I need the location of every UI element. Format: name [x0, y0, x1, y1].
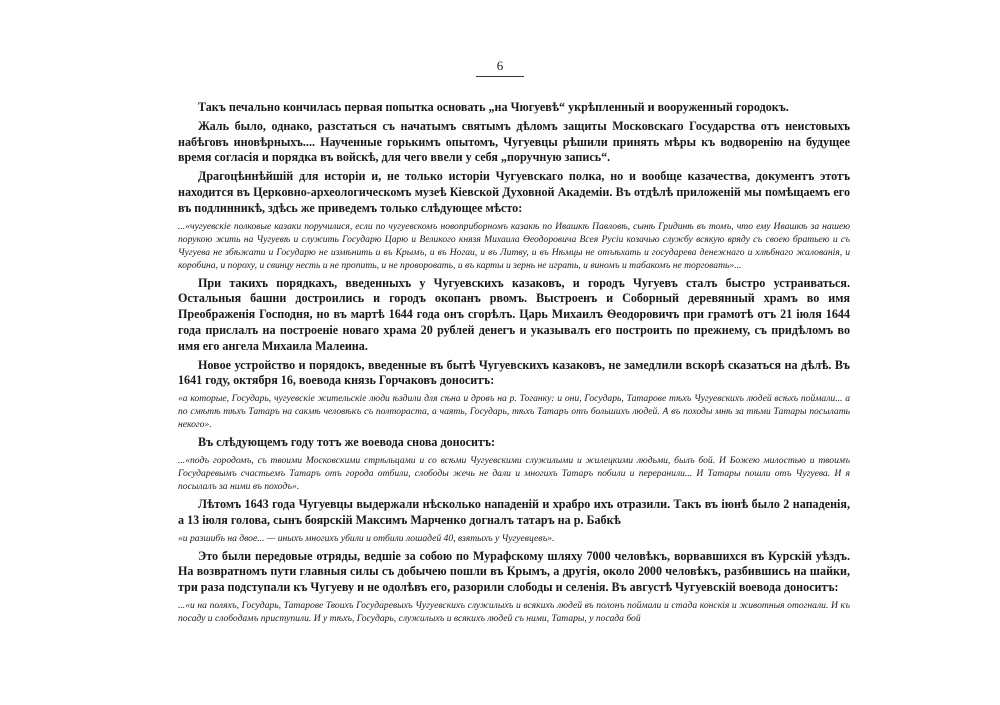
- page-number: 6: [496, 58, 504, 73]
- quotation-block: ...«подъ городомъ, съ твоими Московскими стрѣльцами и со всѣми Чугуевскими служилыми и жилецкими людьми, былъ бой. И Божею милостью и твоимъ Государевымъ счастьемъ Татаръ отъ города отбили, слободы жечь не дали и многихъ Татаръ побили и переранили... И Татары пошли отъ Чугуева. И я посылалъ за ними въ походъ».: [178, 454, 850, 492]
- quotation-block: «и разшибъ на двое... — иныхъ многихъ убили и отбили лошадей 40, взятыхъ у Чугуевцевъ».: [178, 532, 555, 544]
- page-body: [178, 100, 850, 629]
- quotation-block: ...«чугуевскіе полковые казаки поручилися, если по чугуевскомъ новоприборномъ казакѣ по Ивашкѣ Павловѣ, сынѣ Гридинѣ въ томъ, что ему Ивашкѣ за нашею порукою жить на Чугуевѣ и служить Государю Царю и Великого князя Михаила Ѳеодоровича Всея Русіи козачью службу всякую вряду съ своею братьею и съ Чугуева не збѣжати и Государю не измѣнить и въ Крымъ, и въ Ногаи, и въ Литву, и въ Нѣмцы не отъѣхать и государева денежнаго и хлѣбнаго жалованія, и коробина, и пороху, и свинцу несть и не пропить, и не проворовать, и въ карты и зернь не играть, и виномъ и табакомъ не торговать»...: [178, 220, 850, 271]
- quotation-block: «а которые, Государь, чугуевскіе жительскіе люди ѣздили для сѣна и дровъ на р. Тоганку: и они, Государь, Татарове тѣхъ Чугуевскихъ людей всѣхъ поймали... а по смѣтѣ тѣхъ Татаръ на сакмѣ человѣкъ съ полтораста, а чаять, Государь, тѣхъ Татаръ отъ большихъ людей. А въ походы мнѣ за тѣми Татары посылать некого».: [178, 393, 850, 431]
- paragraph: Въ слѣдующемъ году тотъ же воевода снова доноситъ:: [198, 435, 496, 450]
- paragraph: Жаль было, однако, разстаться съ начатымъ святымъ дѣломъ защиты Московскаго Государства отъ неистовыхъ набѣговъ иновѣрныхъ.... Наученные горькимъ опытомъ, Чугуевцы рѣшили принять мѣры къ водворенію на будущее время согласія и порядка въ войскѣ, для чего ввели у себя „поручную запись“.: [178, 118, 850, 165]
- paragraph: При такихъ порядкахъ, введенныхъ у Чугуевскихъ казаковъ, и городъ Чугуевъ сталъ быстро устраиваться. Остальныя башни достроились и городъ окопанъ рвомъ. Выстроенъ и Соборный деревянный храмъ во имя Преображенія Господня, но въ мартѣ 1644 года онъ сгорѣлъ. Царь Михаилъ Ѳеодоровичъ при грамотѣ отъ 21 іюля 1644 года прислалъ на построеніе новаго храма 20 рублей денегъ и указывалъ его построить по прежнему, съ придѣломъ во имя его ангела Михаила Малеина.: [178, 275, 850, 353]
- quotation-block: ...«и на поляхъ, Государь, Татарове Твоихъ Государевыхъ Чугуевскихъ служилыхъ и всякихъ людей въ полонъ поймали и стада конскія и животныя отогнали. И къ посаду и слободамъ приступили. И у тѣхъ, Государь, служилыхъ и всякихъ людей съ ними, Татары, у посада бой: [178, 599, 850, 624]
- page-number-rule: [476, 76, 524, 77]
- paragraph: Драгоцѣннѣйшій для исторіи и, не только исторіи Чугуевскаго полка, но и вообще казачества, документъ этотъ находится въ Церковно-археологическомъ музеѣ Кіевской Духовной Академіи. Въ отдѣлѣ приложеній мы помѣщаемъ его въ подлинникѣ, здѣсь же приведемъ только слѣдующее мѣсто:: [178, 169, 850, 215]
- paragraph: Новое устройство и порядокъ, введенные въ бытѣ Чугуевскихъ казаковъ, не замедлили вскорѣ сказаться на дѣлѣ. Въ 1641 году, октября 16, воевода князь Горчаковъ доноситъ:: [178, 357, 850, 388]
- paragraph: Это были передовые отряды, ведшіе за собою по Мурафскому шляху 7000 человѣкъ, ворвавшихся въ Курскій уѣздъ. На возвратномъ пути главныя силы съ добычею пошли въ Крымъ, а другія, около 2000 человѣкъ, разбившись на шайки, три раза подступали къ Чугуеву и не одолѣвъ его, разорили слободы и селенія. Въ августѣ Чугуевскій воевода доноситъ:: [178, 548, 850, 595]
- paragraph: Лѣтомъ 1643 года Чугуевцы выдержали нѣсколько нападеній и храбро ихъ отразили. Такъ въ іюнѣ было 2 нападенія, а 13 іюля голова, сынъ боярскій Максимъ Марченко догналъ татаръ на р. Бабкѣ: [178, 496, 850, 527]
- paragraph: Такъ печально кончилась первая попытка основать „на Чюгуевѣ“ укрѣпленный и вооруженный городокъ.: [198, 100, 789, 114]
